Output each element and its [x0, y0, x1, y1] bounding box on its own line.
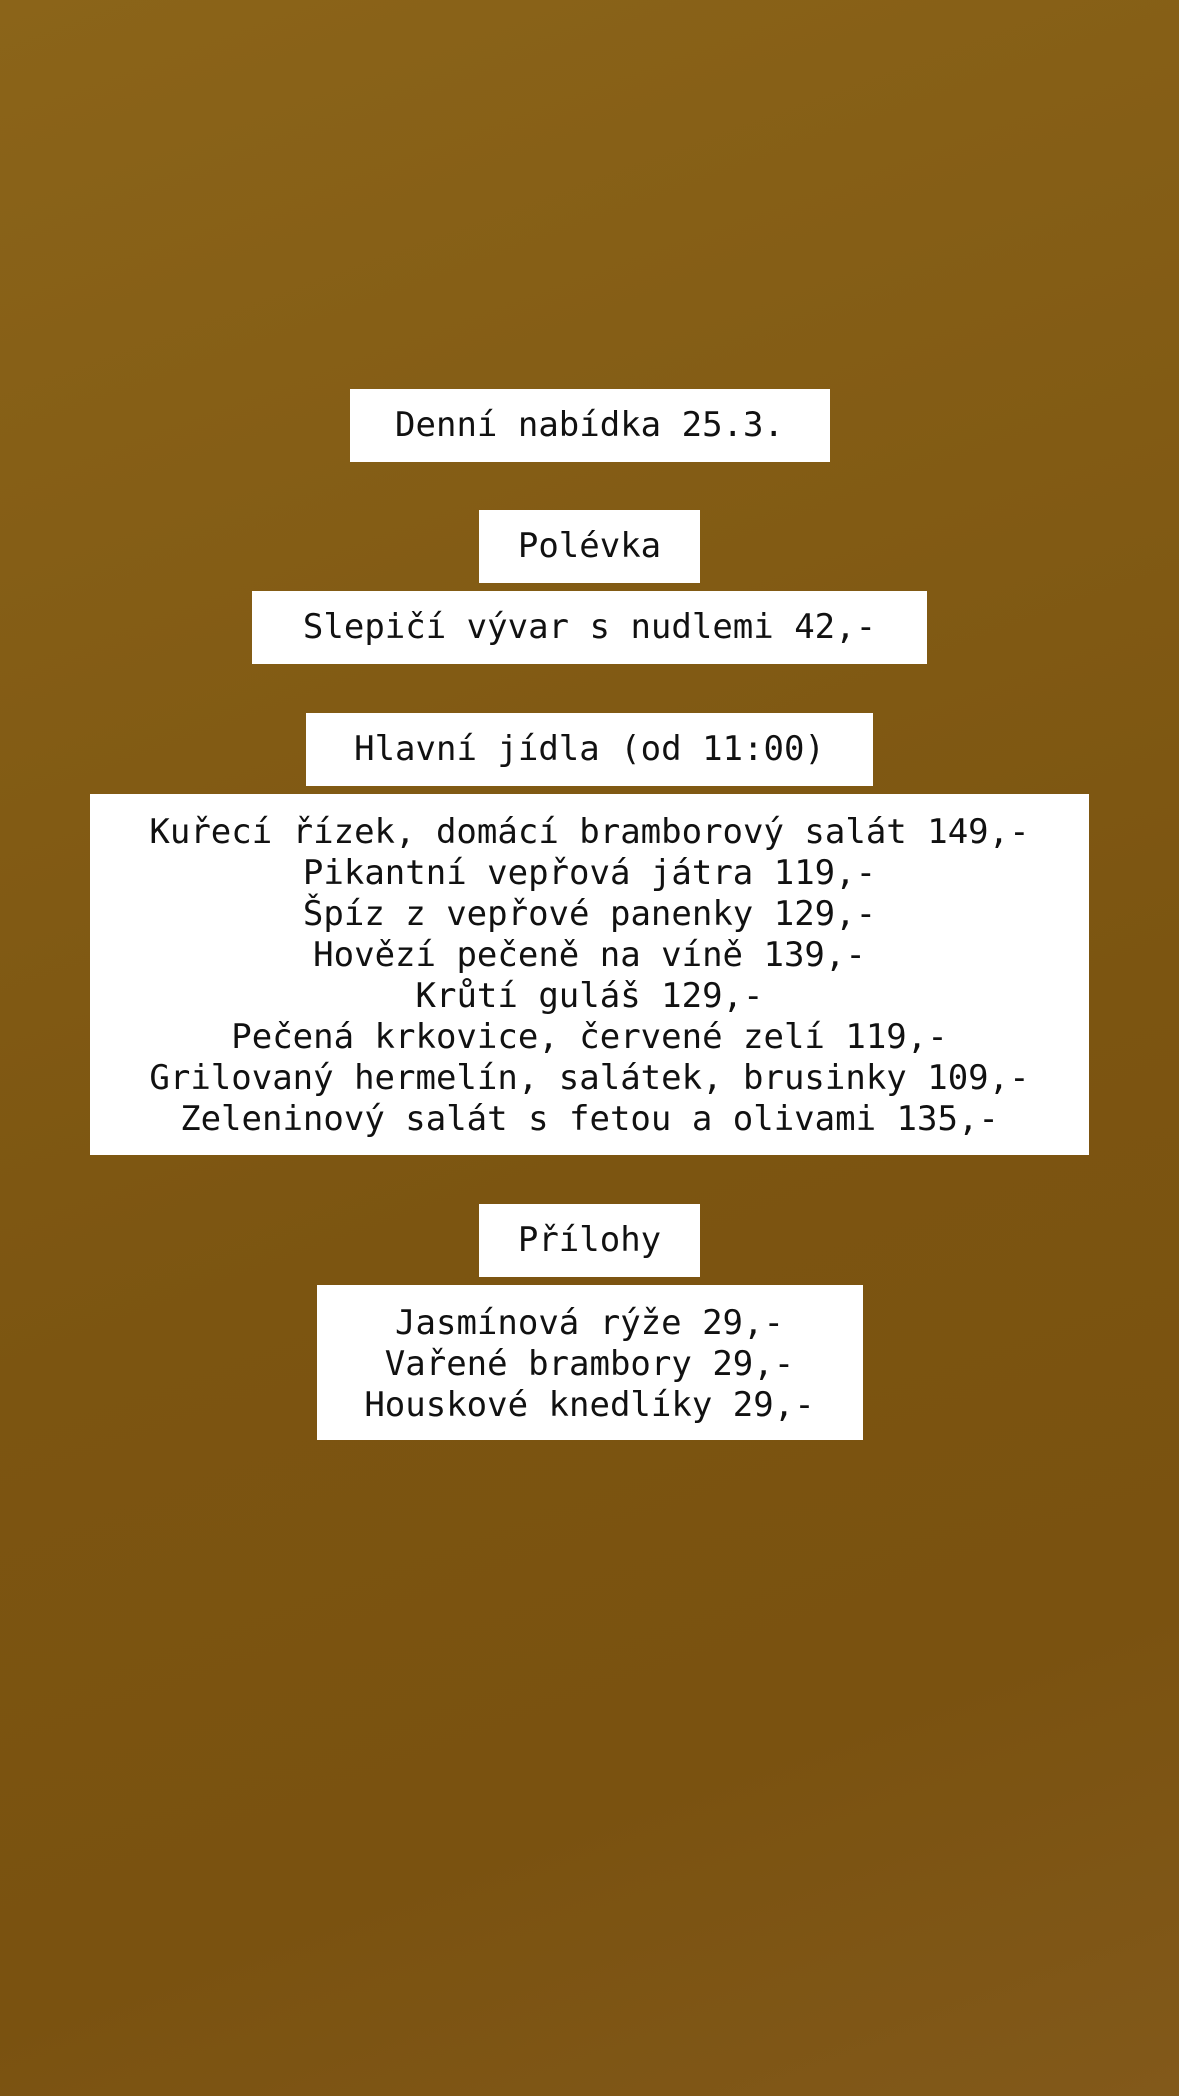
side-item: Vařené brambory 29,-	[384, 1344, 795, 1384]
menu-title: Denní nabídka 25.3.	[350, 389, 830, 462]
main-dish-item: Špíz z vepřové panenky 129,-	[302, 894, 877, 934]
main-dish-item: Pečená krkovice, červené zelí 119,-	[231, 1017, 948, 1057]
main-dish-item: Grilovaný hermelín, salátek, brusinky 109,-	[149, 1058, 1030, 1098]
daily-menu	[0, 389, 1179, 1440]
main-dish-item: Krůtí guláš 129,-	[415, 976, 764, 1016]
soup-item: Slepičí vývar s nudlemi 42,-	[302, 607, 877, 647]
side-item: Jasmínová rýže 29,-	[395, 1303, 784, 1343]
main-dish-item: Hovězí pečeně na víně 139,-	[313, 935, 866, 975]
side-item: Houskové knedlíky 29,-	[364, 1385, 815, 1425]
sides-heading: Přílohy	[479, 1204, 700, 1277]
main-dish-item: Kuřecí řízek, domácí bramborový salát 149,-	[149, 812, 1030, 852]
soup-heading: Polévka	[479, 510, 700, 583]
soup-list	[252, 591, 927, 664]
main-dish-item: Zeleninový salát s fetou a olivami 135,-	[180, 1099, 999, 1139]
sides-list	[317, 1285, 863, 1440]
main-dish-item: Pikantní vepřová játra 119,-	[302, 853, 877, 893]
main-dishes-heading: Hlavní jídla (od 11:00)	[306, 713, 873, 786]
main-dishes-list	[90, 794, 1089, 1155]
